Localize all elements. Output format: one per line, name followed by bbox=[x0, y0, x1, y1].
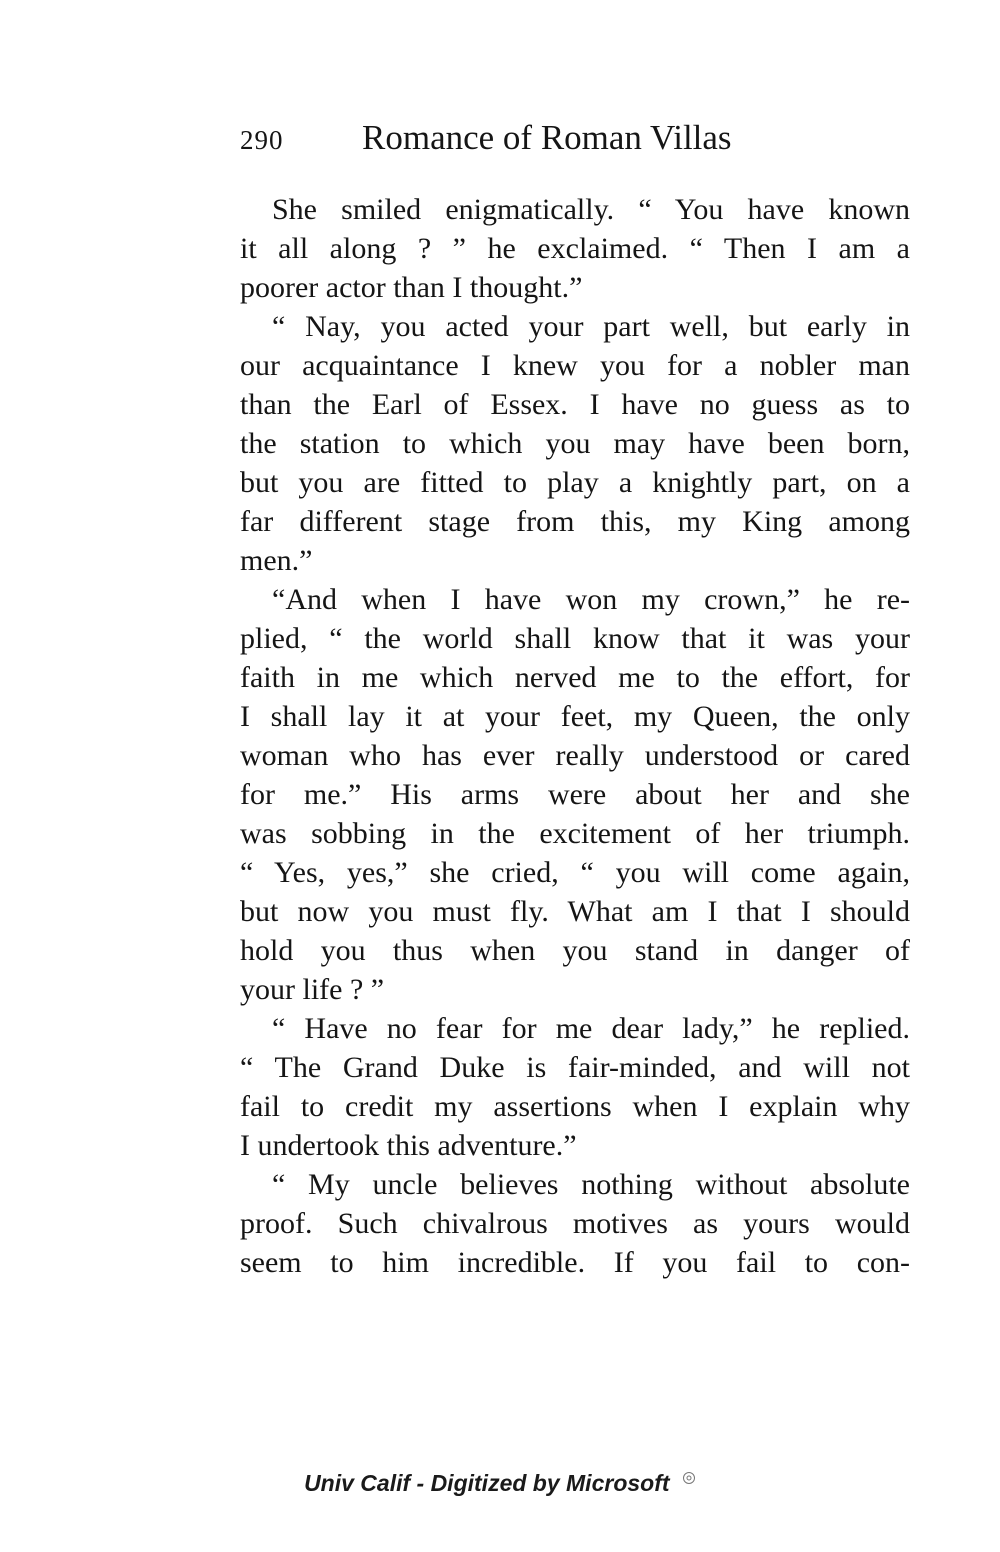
text-line: “ Have no fear for me dear lady,” he replied. bbox=[272, 1012, 910, 1045]
text-line: far different stage from this, my King among bbox=[240, 505, 910, 538]
running-title: Romance of Roman Villas bbox=[362, 118, 732, 157]
text-line: but you are fitted to play a knightly part, on a bbox=[240, 466, 910, 499]
text-line: fail to credit my assertions when I explain why bbox=[240, 1090, 910, 1123]
text-line: for me.” His arms were about her and she bbox=[240, 778, 910, 811]
page-number: 290 bbox=[240, 125, 284, 155]
text-line: “ Nay, you acted your part well, but early in bbox=[272, 310, 910, 343]
registered-mark-icon bbox=[682, 1471, 696, 1485]
text-line: but now you must fly. What am I that I should bbox=[240, 895, 910, 928]
running-head bbox=[240, 110, 800, 166]
text-line: our acquaintance I knew you for a nobler man bbox=[240, 349, 910, 382]
digitization-credit: Univ Calif - Digitized by Microsoft bbox=[304, 1470, 670, 1496]
text-line: proof. Such chivalrous motives as yours would bbox=[240, 1207, 910, 1240]
digitization-footer bbox=[0, 1470, 1000, 1497]
text-line: I shall lay it at your feet, my Queen, the only bbox=[240, 700, 910, 733]
text-line: your life ? ” bbox=[240, 973, 385, 1006]
text-line: plied, “ the world shall know that it was your bbox=[240, 622, 910, 655]
text-line: “ My uncle believes nothing without absolute bbox=[272, 1168, 910, 1201]
text-line: the station to which you may have been born, bbox=[240, 427, 910, 460]
body-text bbox=[240, 190, 910, 1282]
text-line: hold you thus when you stand in danger of bbox=[240, 934, 910, 967]
text-line: men.” bbox=[240, 544, 313, 577]
text-line: She smiled enigmatically. “ You have known bbox=[272, 193, 910, 226]
text-line: I undertook this adventure.” bbox=[240, 1129, 577, 1162]
text-line: than the Earl of Essex. I have no guess as to bbox=[240, 388, 910, 421]
text-line: woman who has ever really understood or cared bbox=[240, 739, 910, 772]
text-line: faith in me which nerved me to the effort, for bbox=[240, 661, 910, 694]
text-line: poorer actor than I thought.” bbox=[240, 271, 583, 304]
text-line: “And when I have won my crown,” he re- bbox=[272, 583, 910, 616]
text-line: “ Yes, yes,” she cried, “ you will come again, bbox=[240, 856, 910, 889]
text-line: “ The Grand Duke is fair-minded, and will not bbox=[240, 1051, 910, 1084]
text-line: seem to him incredible. If you fail to con- bbox=[240, 1246, 910, 1279]
text-line: was sobbing in the excitement of her triumph. bbox=[240, 817, 910, 850]
text-line: it all along ? ” he exclaimed. “ Then I am a bbox=[240, 232, 910, 265]
